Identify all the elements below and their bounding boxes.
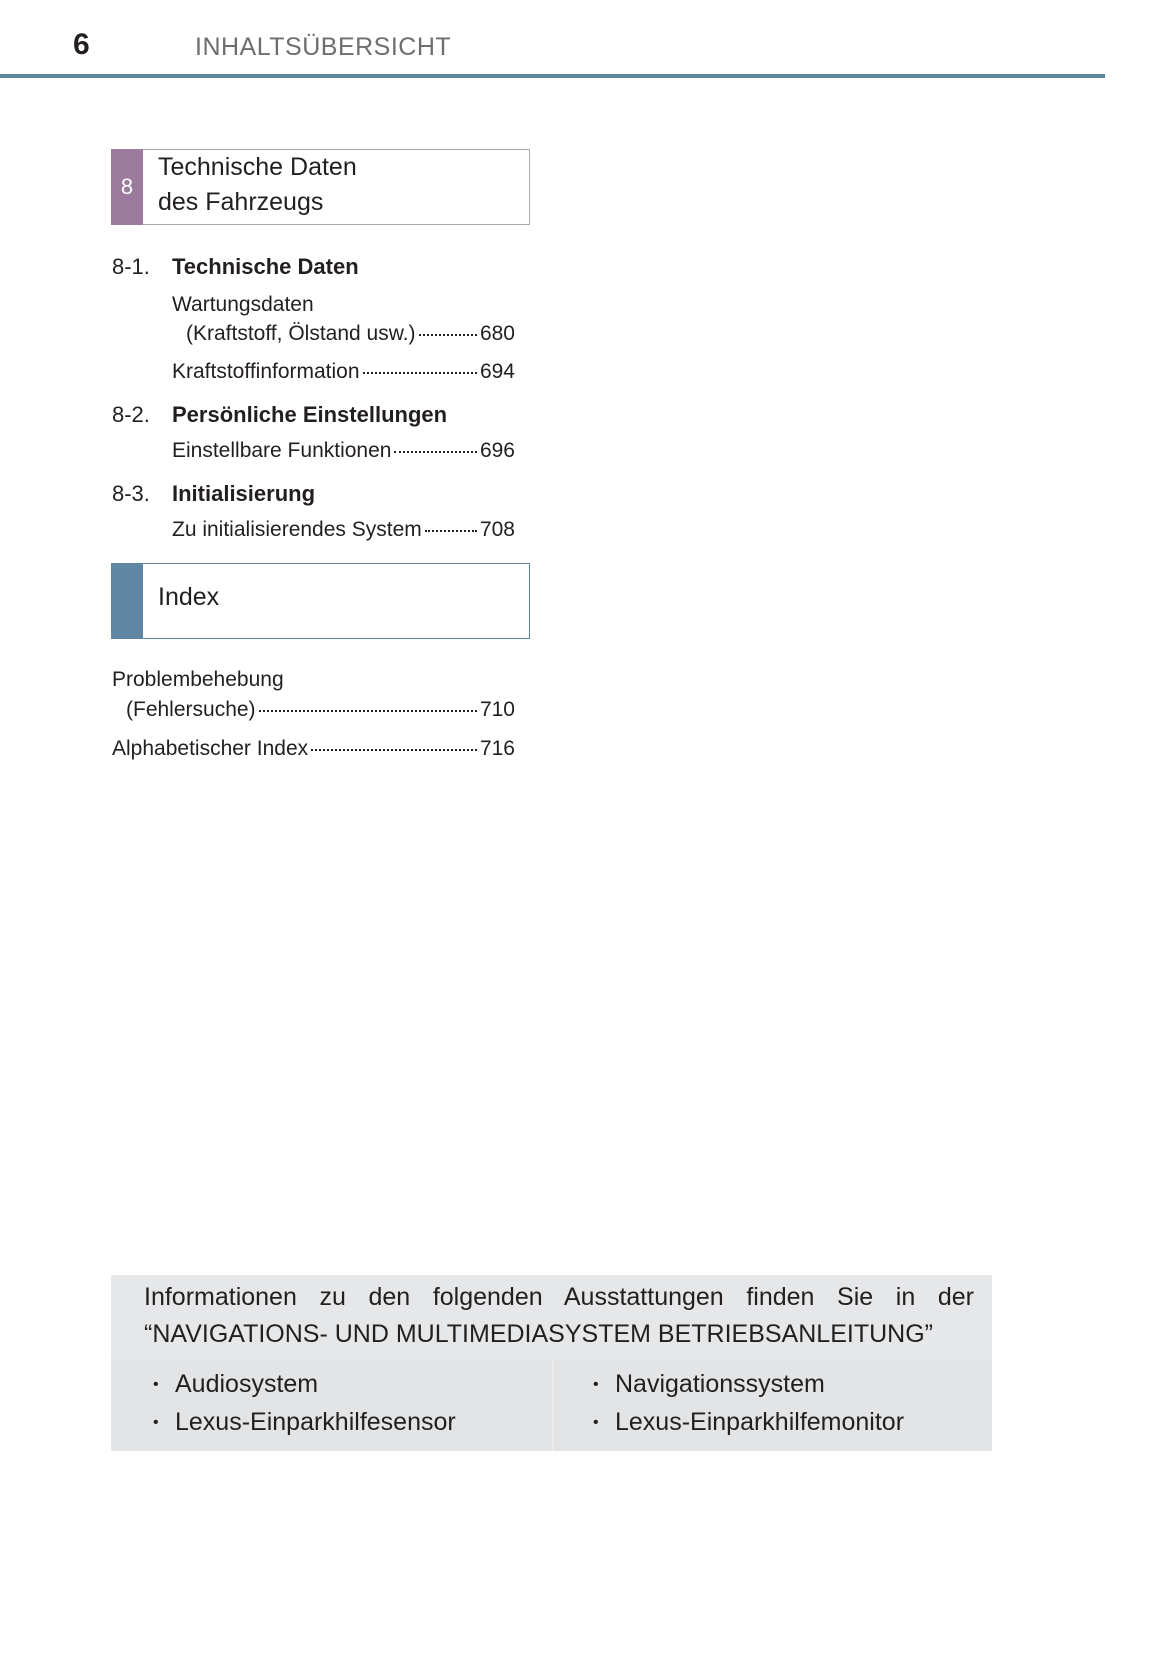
section-title-line2: des Fahrzeugs xyxy=(158,188,324,216)
subsection-8-1[interactable]: 8-1. Technische Daten xyxy=(112,254,359,279)
toc-entry-problem-label: Problembehebung xyxy=(112,668,284,691)
toc-entry-problem[interactable]: (Fehlersuche) 710 xyxy=(126,698,515,721)
section-number-tab: 8 xyxy=(111,149,143,225)
running-title: INHALTSÜBERSICHT xyxy=(195,33,452,61)
page-number: 6 xyxy=(73,28,90,61)
list-item: • Audiosystem xyxy=(175,1370,318,1399)
index-title: Index xyxy=(158,583,220,611)
toc-entry-kraftstoff[interactable]: Kraftstoffinformation 694 xyxy=(172,360,515,383)
subsection-8-3[interactable]: 8-3. Initialisierung xyxy=(112,481,316,506)
header-rule xyxy=(0,74,1105,78)
toc-entry-wartung[interactable]: (Kraftstoff, Ölstand usw.) 680 xyxy=(186,322,515,345)
toc-entry-alpha[interactable]: Alphabetischer Index 716 xyxy=(112,737,515,760)
toc-entry-einstellbar[interactable]: Einstellbare Funktionen 696 xyxy=(172,439,515,462)
list-item: • Lexus-Einparkhilfesensor xyxy=(175,1408,456,1437)
index-tab xyxy=(111,563,143,639)
info-box xyxy=(111,1275,992,1451)
index-header xyxy=(111,563,530,639)
info-text-line2: “NAVIGATIONS- UND MULTIMEDIASYSTEM BETRIEBSANLEITUNG” xyxy=(144,1320,933,1348)
subsection-8-2[interactable]: 8-2. Persönliche Einstellungen xyxy=(112,402,448,427)
toc-entry-init[interactable]: Zu initialisierendes System 708 xyxy=(172,518,515,541)
column-divider xyxy=(552,1359,554,1451)
section-title-line1: Technische Daten xyxy=(158,153,357,181)
info-text-line1: Informationen zu den folgenden Ausstattungen finden Sie in der xyxy=(144,1283,974,1311)
toc-entry-wartung-label: Wartungsdaten xyxy=(172,293,314,316)
list-item: • Lexus-Einparkhilfemonitor xyxy=(615,1408,904,1437)
list-item: • Navigationssystem xyxy=(615,1370,825,1399)
section-8-header xyxy=(111,149,530,225)
